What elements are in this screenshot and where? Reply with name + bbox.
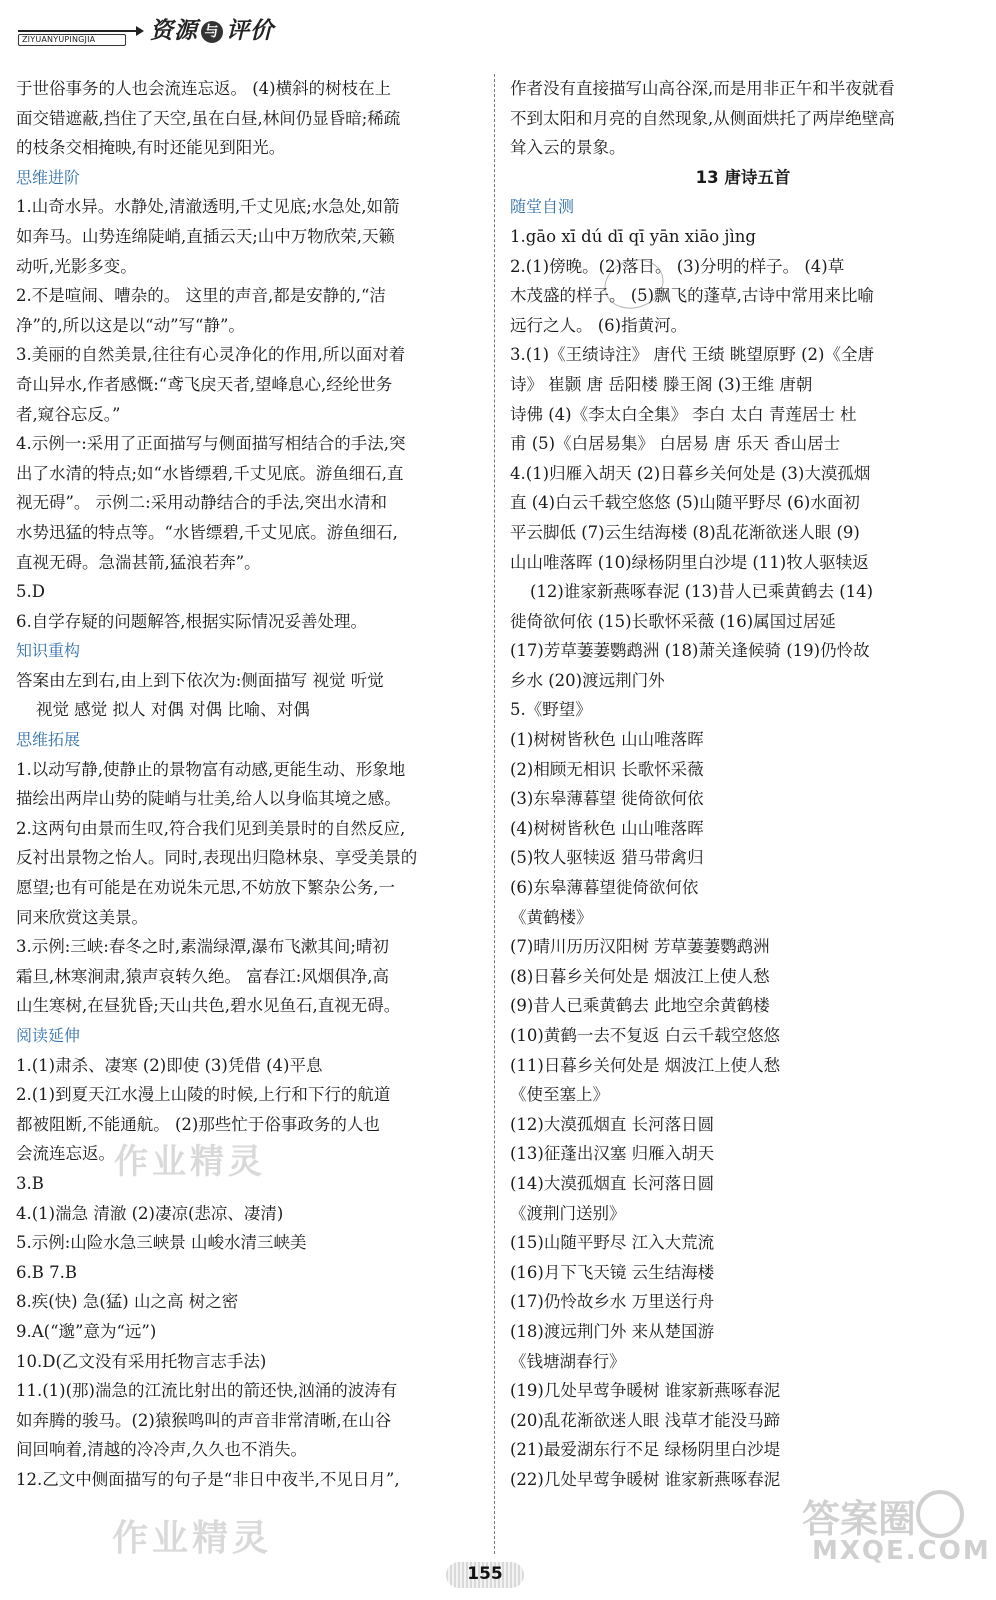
answer-line: 1.以动写静,使静止的景物富有动感,更能生动、形象地 (16, 759, 406, 779)
watermark-logo-url: MXQE.COM (812, 1536, 991, 1566)
answer-line: 平云脚低 (7)云生结海楼 (8)乱花渐欲迷人眼 (9) (510, 522, 860, 542)
answer-line: 描绘出两岸山势的陡峭与壮美,给人以身临其境之感。 (16, 789, 401, 809)
answer-line: 《黄鹤楼》 (510, 907, 593, 927)
answer-line: (13)征蓬出汉塞 归雁入胡天 (510, 1144, 715, 1164)
answer-line: 水势迅猛的特点等。“水皆缥碧,千丈见底。游鱼细石, (16, 522, 398, 542)
watermark-text: 作业精灵 (112, 1517, 273, 1559)
answer-line: 都被阻断,不能通航。 (2)那些忙于俗事政务的人也 (16, 1114, 380, 1134)
answer-line: 同来欣赏这美景。 (16, 907, 148, 927)
answer-line: 山山唯落晖 (10)绿杨阴里白沙堤 (11)牧人驱犊返 (510, 552, 869, 572)
answer-line: 诗》 崔颢 唐 岳阳楼 滕王阁 (3)王维 唐朝 (510, 374, 813, 394)
answer-line: 如奔腾的骏马。(2)猿猴鸣叫的声音非常清晰,在山谷 (16, 1410, 392, 1430)
answer-line: 的枝条交相掩映,有时还能见到阳光。 (16, 138, 286, 158)
answer-line: 12.乙文中侧面描写的句子是“非日中夜半,不见日月”, (16, 1469, 400, 1489)
answer-line: (14)大漠孤烟直 长河落日圆 (510, 1173, 715, 1193)
answer-line: 徙倚欲何依 (15)长歌怀采薇 (16)属国过居延 (510, 611, 836, 631)
answer-line: (12)谁家新燕啄春泥 (13)昔人已乘黄鹤去 (14) (530, 582, 874, 602)
answer-line: 4.(1)湍急 清澈 (2)凄凉(悲凉、凄清) (16, 1203, 284, 1223)
header-title-a: 资源 (150, 17, 198, 44)
answer-line: (2)相顾无相识 长歌怀采薇 (510, 759, 704, 779)
right-column (510, 74, 976, 1495)
header-title (150, 12, 274, 45)
answer-line: 5.D (16, 582, 45, 602)
answer-line: (20)乱花渐欲迷人眼 浅草才能没马蹄 (510, 1410, 781, 1430)
answer-line: 愿望;也有可能是在劝说朱元思,不妨放下繁杂公务,一 (16, 878, 396, 898)
watermark-logo (794, 1488, 991, 1576)
answer-line: 山生寒树,在昼犹昏;天山共色,碧水见鱼石,直视无碍。 (16, 996, 401, 1016)
answer-line: (12)大漠孤烟直 长河落日圆 (510, 1114, 715, 1134)
watermark-ring-icon (916, 1490, 964, 1538)
answer-line: 答案由左到右,由上到下依次为:侧面描写 视觉 听觉 (16, 670, 384, 690)
answer-line: 3.(1)《王绩诗注》 唐代 王绩 眺望原野 (2)《全唐 (510, 345, 874, 365)
answer-line: 10.D(乙文没有采用托物言志手法) (16, 1351, 267, 1371)
answer-line: 视无碍”。 示例二:采用动静结合的手法,突出水清和 (16, 493, 387, 513)
header-arrow-icon (18, 30, 138, 32)
answer-line: (19)几处早莺争暖树 谁家新燕啄春泥 (510, 1381, 781, 1401)
answer-line: 5.《野望》 (510, 700, 592, 720)
column-divider (494, 74, 495, 1554)
answer-line: 6.自学存疑的问题解答,根据实际情况妥善处理。 (16, 611, 367, 631)
answer-line: 动听,光影多变。 (16, 256, 137, 276)
header-pinyin: ZIYUANYUPINGJIA (22, 35, 96, 44)
answer-line: 作者没有直接描写山高谷深,而是用非正午和半夜就看 (510, 79, 895, 98)
answer-line: 4.示例一:采用了正面描写与侧面描写相结合的手法,突 (16, 434, 406, 454)
answer-line: 3.B (16, 1173, 44, 1193)
answer-line: 直 (4)白云千载空悠悠 (5)山随平野尽 (6)水面初 (510, 493, 860, 513)
answer-line: (4)树树皆秋色 山山唯落晖 (510, 818, 704, 838)
answer-line: 《钱塘湖春行》 (510, 1351, 626, 1371)
answer-line: 会流连忘返。 (16, 1144, 115, 1164)
section-heading: 思维进阶 (16, 167, 81, 187)
answer-line: 乡水 (20)渡远荆门外 (510, 670, 665, 690)
answer-line: (17)仍怜故乡水 万里送行舟 (510, 1292, 715, 1312)
answer-line: 2.(1)到夏天江水漫上山陵的时候,上行和下行的航道 (16, 1085, 391, 1105)
answer-line: 1.山奇水异。水静处,清澈透明,千丈见底;水急处,如箭 (16, 197, 400, 217)
answer-line: (6)东皋薄暮望徙倚欲何依 (510, 878, 699, 898)
section-heading: 阅读延伸 (16, 1026, 81, 1045)
answer-line: (7)晴川历历汉阳树 芳草萋萋鹦鹉洲 (510, 937, 770, 957)
answer-line: 诗佛 (4)《李太白全集》 李白 太白 青莲居士 杜 (510, 404, 857, 424)
answer-line: 1.(1)肃杀、凄寒 (2)即使 (3)凭借 (4)平息 (16, 1055, 323, 1075)
section-heading: 知识重构 (16, 641, 81, 661)
page-footer (440, 1558, 530, 1592)
header-title-mid: 与 (201, 21, 223, 43)
answer-line: (15)山随平野尽 江入大荒流 (510, 1233, 715, 1253)
answer-line: (18)渡远荆门外 来从楚国游 (510, 1321, 715, 1341)
answer-line: 《使至塞上》 (510, 1085, 609, 1105)
answer-line: 反衬出景物之怡人。同时,表现出归隐林泉、享受美景的 (16, 848, 418, 868)
answer-line: 者,窥谷忘反。” (16, 404, 121, 424)
answer-line: 11.(1)(那)湍急的江流比射出的箭还快,汹涌的波涛有 (16, 1381, 398, 1401)
answer-line: (16)月下飞天镜 云生结海楼 (510, 1262, 715, 1282)
answer-line: (5)牧人驱犊返 猎马带禽归 (510, 848, 704, 868)
answer-line: (9)昔人已乘黄鹤去 此地空余黄鹤楼 (510, 996, 770, 1016)
answer-line: 直视无碍。急湍甚箭,猛浪若奔”。 (16, 552, 261, 572)
answer-line: 6.B 7.B (16, 1262, 77, 1282)
answer-line: (3)东皋薄暮望 徙倚欲何依 (510, 789, 704, 809)
answer-line: 面交错遮蔽,挡住了天空,虽在白昼,林间仍显昏暗;稀疏 (16, 108, 401, 128)
page-number: 155 (467, 1564, 503, 1584)
answer-line: (17)芳草萋萋鹦鹉洲 (18)萧关逢候骑 (19)仍怜故 (510, 641, 870, 661)
answer-line: 远行之人。 (6)指黄河。 (510, 315, 688, 335)
answer-line: (8)日暮乡关何处是 烟波江上使人愁 (510, 966, 770, 986)
answer-line: 甫 (5)《白居易集》 白居易 唐 乐天 香山居士 (510, 434, 841, 454)
answer-line: 奇山异水,作者感慨:“鸢飞戾天者,望峰息心,经纶世务 (16, 374, 393, 394)
section-heading: 随堂自测 (510, 197, 575, 217)
answer-line: 5.示例:山险水急三峡景 山峻水清三峡美 (16, 1233, 307, 1253)
watermark-text: 作业精灵 (114, 1142, 266, 1182)
answer-line: 2.不是喧闹、嘈杂的。 这里的声音,都是安静的,“洁 (16, 286, 386, 306)
answer-line: (11)日暮乡关何处是 烟波江上使人愁 (510, 1055, 781, 1075)
answer-line: 2.(1)傍晚。(2)落日。 (3)分明的样子。 (4)草 (510, 256, 845, 276)
answer-line: 如奔马。山势连绵陡峭,直插云天;山中万物欣荣,天籁 (16, 226, 396, 246)
answer-line: 1.gāo xī dú dī qī yān xiāo jìng (510, 226, 756, 246)
answer-line: 出了水清的特点;如“水皆缥碧,千丈见底。游鱼细石,直 (16, 463, 404, 483)
answer-line: (22)几处早莺争暖树 谁家新燕啄春泥 (510, 1469, 781, 1489)
answer-line: 《渡荆门送别》 (510, 1203, 626, 1223)
page-header (18, 10, 318, 48)
answer-line: 霜旦,林寒涧肃,猿声哀转久绝。 富春江:风烟俱净,高 (16, 966, 390, 986)
answer-line: 净”的,所以这是以“动”写“静”。 (16, 315, 245, 335)
answer-line: 3.美丽的自然美景,往往有心灵净化的作用,所以面对着 (16, 345, 406, 365)
answer-line: 不到太阳和月亮的自然现象,从侧面烘托了两岸绝壁高 (510, 108, 895, 128)
answer-line: 4.(1)归雁入胡天 (2)日暮乡关何处是 (3)大漠孤烟 (510, 463, 871, 483)
header-title-b: 评价 (226, 17, 274, 44)
watermark-logo-text: 答案圈 (802, 1497, 917, 1541)
answer-line: (10)黄鹤一去不复返 白云千载空悠悠 (510, 1026, 781, 1045)
answer-line: 间回响着,清越的冷冷声,久久也不消失。 (16, 1440, 307, 1460)
answer-line: (21)最爱湖东行不足 绿杨阴里白沙堤 (510, 1440, 781, 1460)
answer-line: 耸入云的景象。 (510, 138, 626, 158)
section-heading: 思维拓展 (16, 730, 81, 750)
answer-line: 3.示例:三峡:春冬之时,素湍绿潭,瀑布飞漱其间;晴初 (16, 937, 389, 957)
answer-line: 木茂盛的样子。 (5)飘飞的蓬草,古诗中常用来比喻 (510, 286, 874, 306)
answer-line: (1)树树皆秋色 山山唯落晖 (510, 730, 704, 750)
answer-line: 于世俗事务的人也会流连忘返。 (4)横斜的树枝在上 (16, 79, 392, 98)
lesson-title: 13 唐诗五首 (695, 167, 791, 187)
answer-line: 8.疾(快) 急(猛) 山之高 树之密 (16, 1292, 239, 1312)
answer-line: 视觉 感觉 拟人 对偶 对偶 比喻、对偶 (36, 700, 310, 720)
answer-line: 9.A(“邈”意为“远”) (16, 1321, 157, 1341)
left-column (16, 74, 478, 1495)
answer-line: 2.这两句由景而生叹,符合我们见到美景时的自然反应, (16, 818, 406, 838)
